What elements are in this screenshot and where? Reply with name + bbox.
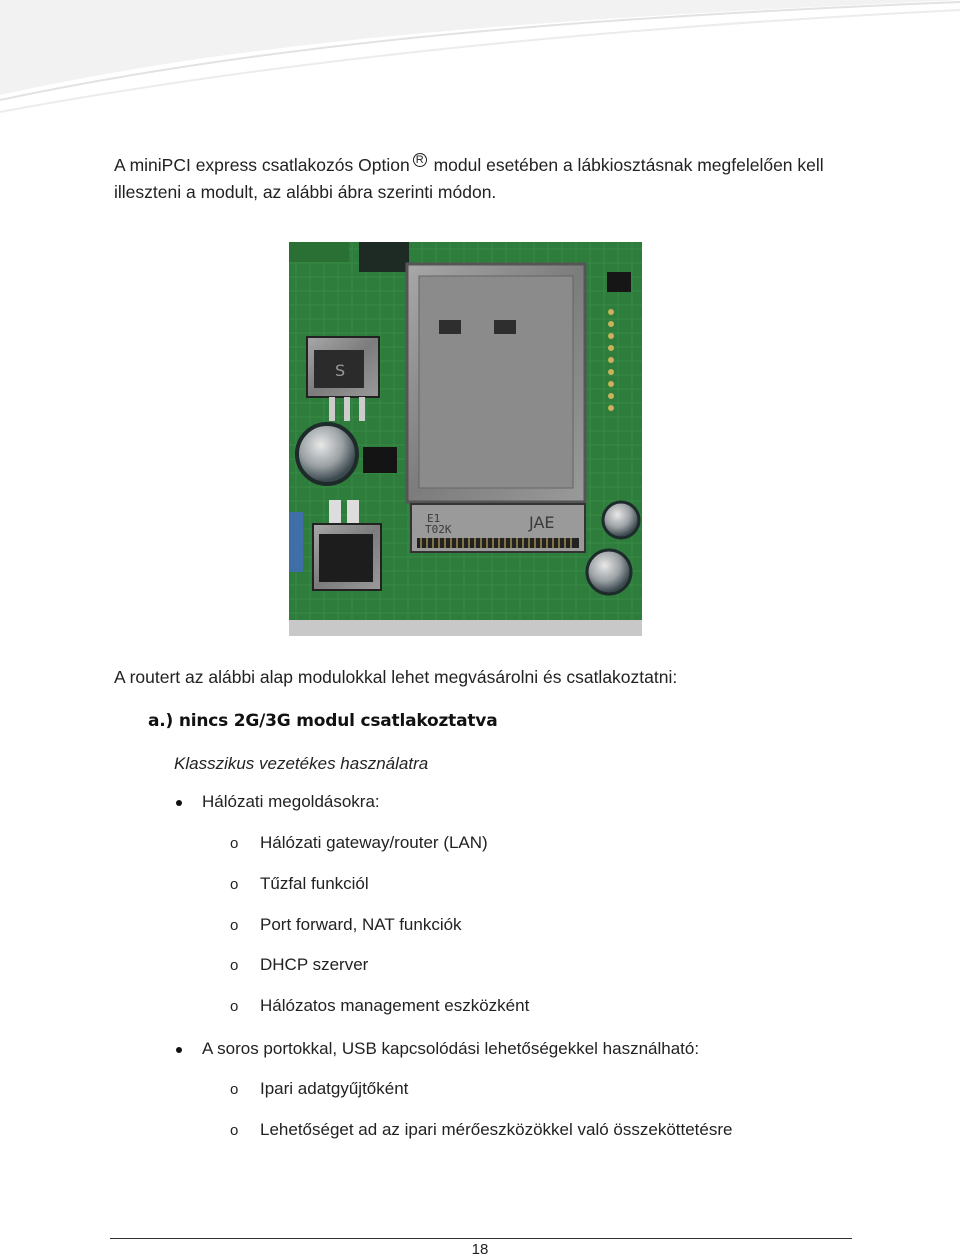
sub-bullet-icon: o <box>230 1122 239 1139</box>
modules-paragraph: A routert az alábbi alap modulokkal lehet megvásárolni és csatlakoztatni: <box>114 667 678 687</box>
chip-label-jae: JAE <box>529 513 555 532</box>
list1-item: DHCP szerver <box>260 955 369 974</box>
list1-item: Hálózati gateway/router (LAN) <box>260 833 488 852</box>
chip-label-s: S <box>335 361 346 380</box>
section-title: a.) nincs 2G/3G modul csatlakoztatva <box>148 711 498 731</box>
chip-label-e1: E1 <box>427 512 441 525</box>
chip-label-t02k: T02K <box>425 523 452 536</box>
header-wave-decoration <box>0 0 960 130</box>
list1-item: Port forward, NAT funkciók <box>260 915 462 934</box>
registered-mark-icon: R <box>413 153 427 167</box>
footer-divider <box>110 1238 852 1239</box>
sub-bullet-icon: o <box>230 957 239 974</box>
sub-bullet-icon: o <box>230 917 239 934</box>
list2-label: A soros portokkal, USB kapcsolódási lehetőségekkel használható: <box>202 1039 700 1058</box>
list1-item: Tűzfal funkciól <box>260 874 369 893</box>
sub-bullet-icon: o <box>230 998 239 1015</box>
pcb-photo <box>289 242 642 636</box>
bullet-icon <box>176 1047 182 1053</box>
page-number: 18 <box>471 1241 489 1258</box>
sub-bullet-icon: o <box>230 1081 239 1098</box>
sub-bullet-icon: o <box>230 876 239 893</box>
section-subtitle: Klasszikus vezetékes használatra <box>174 754 429 773</box>
intro-paragraph <box>114 152 874 206</box>
list2-item: Ipari adatgyűjtőként <box>260 1079 409 1098</box>
intro-text-before: A miniPCI express csatlakozós Option <box>114 155 410 175</box>
list1-label: Hálózati megoldásokra: <box>202 792 380 811</box>
bullet-icon <box>176 800 182 806</box>
intro-text-after: modul esetében a lábkiosztásnak megfelelően kell illeszteni a modult, az alábbi ábra szerinti módon. <box>114 155 824 202</box>
sub-bullet-icon: o <box>230 835 239 852</box>
list2-item: Lehetőséget ad az ipari mérőeszközökkel való összeköttetésre <box>260 1120 733 1139</box>
list1-item: Hálózatos management eszközként <box>260 996 530 1015</box>
